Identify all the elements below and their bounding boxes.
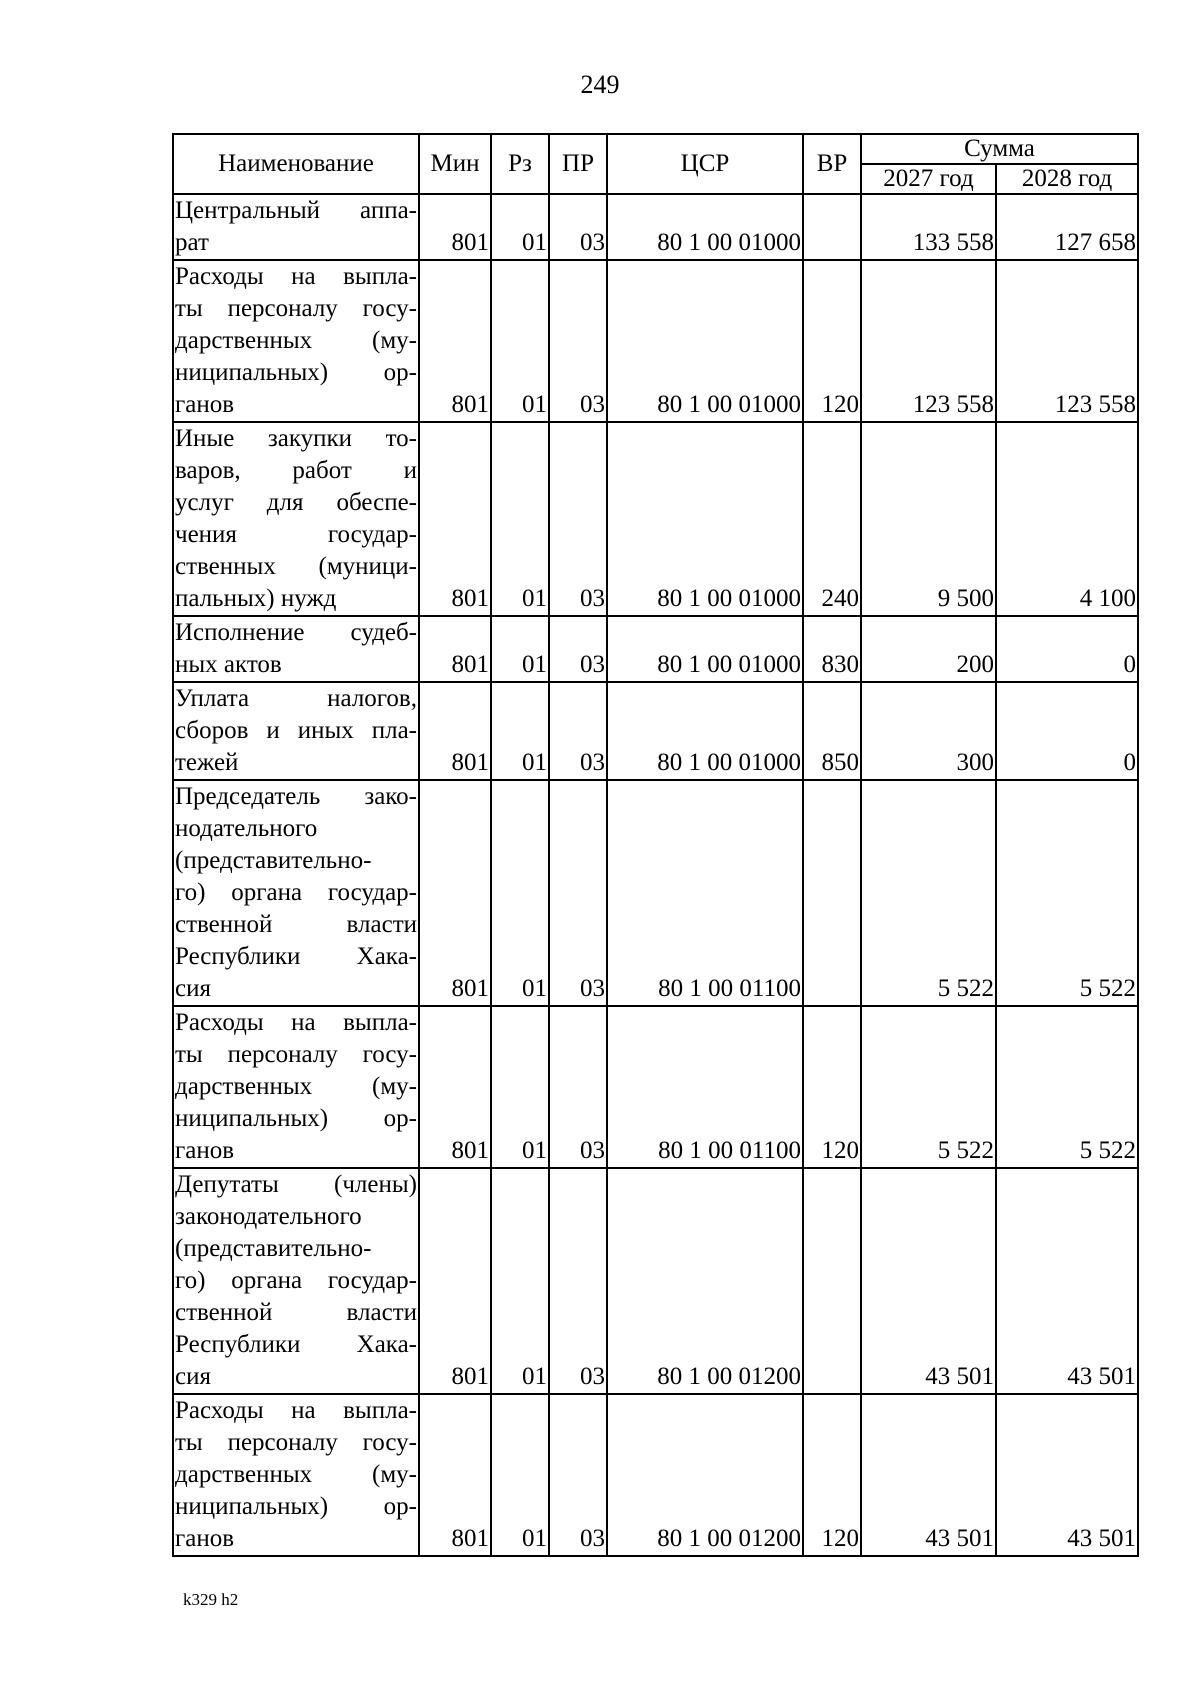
row-name-line: пальных) нужд (175, 585, 337, 612)
header-min: Мин (419, 134, 491, 194)
row-rz: 01 (491, 1168, 549, 1394)
table-row (173, 1394, 1138, 1556)
row-min: 801 (419, 682, 491, 780)
row-name-line: ственной власти (175, 1299, 417, 1326)
row-min: 801 (419, 616, 491, 682)
row-rz: 01 (491, 422, 549, 616)
row-pr: 03 (549, 616, 607, 682)
row-name-line: варов, работ и (175, 457, 417, 484)
row-amount-2027: 5 522 (861, 780, 996, 1006)
row-name-line: ты персоналу госу- (175, 1041, 417, 1068)
row-name-line: нодательного (175, 815, 318, 842)
row-name-line: Председатель зако- (175, 783, 417, 810)
row-name-line: ниципальных) ор- (175, 1105, 417, 1132)
row-amount-2028: 5 522 (996, 1006, 1138, 1168)
row-pr: 03 (549, 780, 607, 1006)
row-amount-2028: 0 (996, 616, 1138, 682)
row-pr: 03 (549, 1394, 607, 1556)
row-name-line: тежей (175, 749, 239, 776)
row-name-line: законодательного (175, 1203, 362, 1230)
row-name-line: ты персоналу госу- (175, 295, 417, 322)
row-name-line: ганов (175, 1137, 235, 1164)
row-vr (803, 780, 861, 1006)
row-name-line: (представительно- (175, 1235, 372, 1262)
row-csr: 80 1 00 01000 (607, 194, 803, 260)
row-name (173, 780, 419, 1006)
row-name-line: го) органа государ- (175, 879, 417, 906)
table-row (173, 780, 1138, 1006)
row-min: 801 (419, 194, 491, 260)
row-name-line: услуг для обеспе- (175, 489, 417, 516)
row-name (173, 1394, 419, 1556)
row-vr: 120 (803, 1394, 861, 1556)
header-pr: ПР (549, 134, 607, 194)
row-name-line: рат (175, 229, 209, 256)
table-row (173, 1168, 1138, 1394)
row-name-line: (представительно- (175, 847, 372, 874)
row-csr: 80 1 00 01000 (607, 422, 803, 616)
row-name-line: Иные закупки то- (175, 425, 417, 452)
row-name (173, 1006, 419, 1168)
header-csr: ЦСР (607, 134, 803, 194)
row-amount-2027: 43 501 (861, 1168, 996, 1394)
row-name (173, 260, 419, 422)
row-amount-2027: 43 501 (861, 1394, 996, 1556)
row-vr: 120 (803, 260, 861, 422)
header-row (173, 134, 1138, 164)
row-name-line: ственной власти (175, 911, 417, 938)
row-min: 801 (419, 780, 491, 1006)
header-vr: ВР (803, 134, 861, 194)
row-pr: 03 (549, 1006, 607, 1168)
row-amount-2028: 0 (996, 682, 1138, 780)
row-rz: 01 (491, 780, 549, 1006)
table-row (173, 194, 1138, 260)
row-name (173, 1168, 419, 1394)
row-name-line: дарственных (му- (175, 327, 417, 354)
row-csr: 80 1 00 01100 (607, 780, 803, 1006)
row-name-line: Расходы на выпла- (175, 1009, 417, 1036)
row-vr: 120 (803, 1006, 861, 1168)
row-vr: 850 (803, 682, 861, 780)
row-rz: 01 (491, 1394, 549, 1556)
row-name-line: дарственных (му- (175, 1461, 417, 1488)
row-name-line: ганов (175, 1525, 235, 1552)
row-csr: 80 1 00 01200 (607, 1394, 803, 1556)
row-name-line: чения государ- (175, 521, 417, 548)
row-name-line: ганов (175, 391, 235, 418)
row-name-line: Исполнение судеб- (175, 619, 417, 646)
budget-table (172, 133, 1139, 1557)
row-csr: 80 1 00 01000 (607, 616, 803, 682)
row-min: 801 (419, 260, 491, 422)
row-amount-2027: 300 (861, 682, 996, 780)
table-row (173, 260, 1138, 422)
row-rz: 01 (491, 260, 549, 422)
table-body (173, 194, 1138, 1556)
row-amount-2027: 123 558 (861, 260, 996, 422)
row-name-line: Республики Хака- (175, 943, 417, 970)
row-name-line: сия (175, 1363, 211, 1390)
row-csr: 80 1 00 01200 (607, 1168, 803, 1394)
footer-code: k329 h2 (183, 1590, 239, 1609)
row-pr: 03 (549, 682, 607, 780)
row-vr (803, 1168, 861, 1394)
page-number: 249 (580, 70, 620, 99)
row-amount-2027: 200 (861, 616, 996, 682)
header-year-2027: 2027 год (861, 164, 996, 194)
row-name-line: ственных (муници- (175, 553, 417, 580)
row-pr: 03 (549, 260, 607, 422)
row-rz: 01 (491, 616, 549, 682)
row-csr: 80 1 00 01000 (607, 260, 803, 422)
row-amount-2028: 123 558 (996, 260, 1138, 422)
row-amount-2027: 5 522 (861, 1006, 996, 1168)
row-name-line: Депутаты (члены) (175, 1171, 417, 1198)
row-amount-2027: 133 558 (861, 194, 996, 260)
header-sum: Сумма (861, 134, 1138, 164)
row-amount-2028: 43 501 (996, 1168, 1138, 1394)
row-csr: 80 1 00 01000 (607, 682, 803, 780)
table-row (173, 616, 1138, 682)
row-name (173, 194, 419, 260)
header-name: Наименование (173, 134, 419, 194)
row-name-line: ниципальных) ор- (175, 359, 417, 386)
row-name (173, 422, 419, 616)
row-amount-2028: 5 522 (996, 780, 1138, 1006)
row-pr: 03 (549, 422, 607, 616)
row-name-line: Республики Хака- (175, 1331, 417, 1358)
row-name-line: сия (175, 975, 211, 1002)
row-pr: 03 (549, 194, 607, 260)
row-name-line: ных актов (175, 651, 282, 678)
row-amount-2028: 127 658 (996, 194, 1138, 260)
row-name-line: сборов и иных пла- (175, 717, 417, 744)
row-vr (803, 194, 861, 260)
row-amount-2028: 43 501 (996, 1394, 1138, 1556)
table-row (173, 422, 1138, 616)
row-amount-2028: 4 100 (996, 422, 1138, 616)
row-name-line: Расходы на выпла- (175, 1397, 417, 1424)
row-min: 801 (419, 1006, 491, 1168)
row-min: 801 (419, 1168, 491, 1394)
table-row (173, 682, 1138, 780)
row-csr: 80 1 00 01100 (607, 1006, 803, 1168)
row-name-line: го) органа государ- (175, 1267, 417, 1294)
row-name-line: дарственных (му- (175, 1073, 417, 1100)
row-name-line: Центральный аппа- (175, 197, 417, 224)
row-min: 801 (419, 1394, 491, 1556)
row-rz: 01 (491, 682, 549, 780)
row-name-line: Расходы на выпла- (175, 263, 417, 290)
row-name-line: ниципальных) ор- (175, 1493, 417, 1520)
row-vr: 830 (803, 616, 861, 682)
table-row (173, 1006, 1138, 1168)
row-min: 801 (419, 422, 491, 616)
row-rz: 01 (491, 194, 549, 260)
header-rz: Рз (491, 134, 549, 194)
row-rz: 01 (491, 1006, 549, 1168)
row-name-line: ты персоналу госу- (175, 1429, 417, 1456)
row-name (173, 616, 419, 682)
row-name (173, 682, 419, 780)
row-pr: 03 (549, 1168, 607, 1394)
row-vr: 240 (803, 422, 861, 616)
header-year-2028: 2028 год (996, 164, 1138, 194)
row-amount-2027: 9 500 (861, 422, 996, 616)
row-name-line: Уплата налогов, (175, 685, 417, 712)
